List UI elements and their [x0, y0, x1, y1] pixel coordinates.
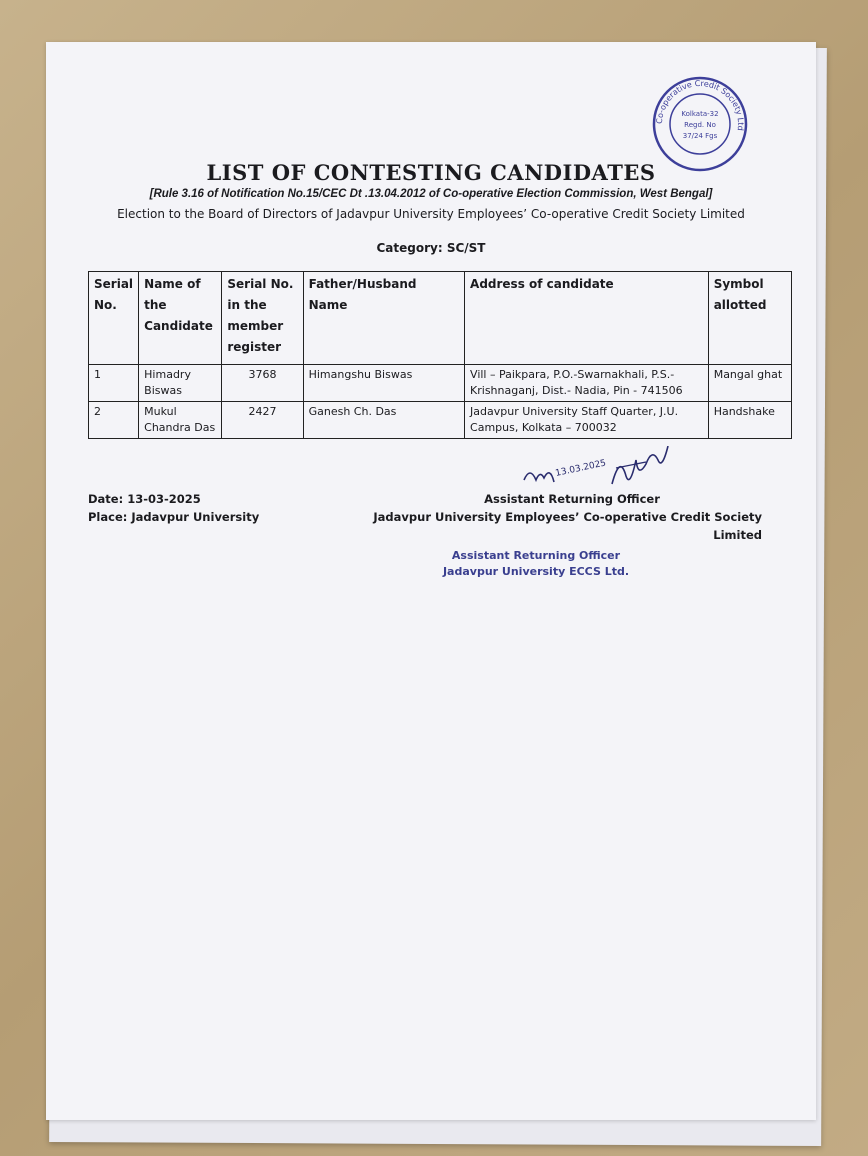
- stamp-line2: Jadavpur University ECCS Ltd.: [442, 565, 630, 578]
- row-symbol: Mangal ghat: [708, 365, 791, 402]
- row-symbol: Handshake: [708, 402, 791, 439]
- header-address: Address of candidate: [465, 272, 709, 365]
- officer-stamp: [426, 548, 646, 580]
- row-address: Vill – Paikpara, P.O.-Swarnakhali, P.S.-Krishnaganj, Dist.- Nadia, Pin - 741506: [465, 365, 709, 402]
- row-address: Jadavpur University Staff Quarter, J.U. Campus, Kolkata – 700032: [465, 402, 709, 439]
- stamp-line1: Assistant Returning Officer: [451, 549, 621, 562]
- rule-reference: [Rule 3.16 of Notification No.15/CEC Dt .13.04.2012 of Co-operative Election Commission, West Bengal]: [149, 188, 713, 200]
- row-father: Himangshu Biswas: [303, 365, 464, 402]
- document-title: LIST OF CONTESTING CANDIDATES: [206, 160, 656, 185]
- seal-ring-text: Co-operative Credit Society Ltd: [654, 78, 746, 132]
- row-name: Mukul Chandra Das: [139, 402, 222, 439]
- header-name: Name of the Candidate: [139, 272, 222, 365]
- candidates-table: [88, 271, 792, 439]
- signature-date: 13.03.2025: [554, 458, 608, 479]
- election-subtitle: Election to the Board of Directors of Jadavpur University Employees’ Co-operative Credit Society Limited: [117, 207, 745, 221]
- seal-inner-line1: Kolkata-32: [681, 110, 719, 118]
- row-name: Himadry Biswas: [139, 365, 222, 402]
- footer-designation: Assistant Returning Officer: [484, 492, 660, 506]
- header-father: Father/Husband Name: [303, 272, 464, 365]
- table-header-row: [89, 272, 792, 365]
- document-page: [46, 42, 816, 1120]
- table-row: [89, 365, 792, 402]
- society-seal-icon: [650, 74, 750, 174]
- row-father: Ganesh Ch. Das: [303, 402, 464, 439]
- table-row: [89, 402, 792, 439]
- footer-place: Place: Jadavpur University: [88, 510, 260, 524]
- seal-inner-line3: 37/24 Fgs: [682, 132, 718, 140]
- footer-right: [342, 490, 762, 544]
- row-serial: 2: [89, 402, 139, 439]
- footer-left: [88, 490, 259, 526]
- row-member-serial: 2427: [222, 402, 303, 439]
- row-serial: 1: [89, 365, 139, 402]
- header-serial: Serial No.: [89, 272, 139, 365]
- header-symbol: Symbol allotted: [708, 272, 791, 365]
- footer-organization: Jadavpur University Employees’ Co-operative Credit Society Limited: [373, 510, 762, 542]
- header-member-serial: Serial No. in the member register: [222, 272, 303, 365]
- seal-inner-line2: Regd. No: [684, 121, 716, 129]
- category-label: Category: SC/ST: [376, 241, 486, 255]
- footer-date: Date: 13-03-2025: [88, 492, 201, 506]
- row-member-serial: 3768: [222, 365, 303, 402]
